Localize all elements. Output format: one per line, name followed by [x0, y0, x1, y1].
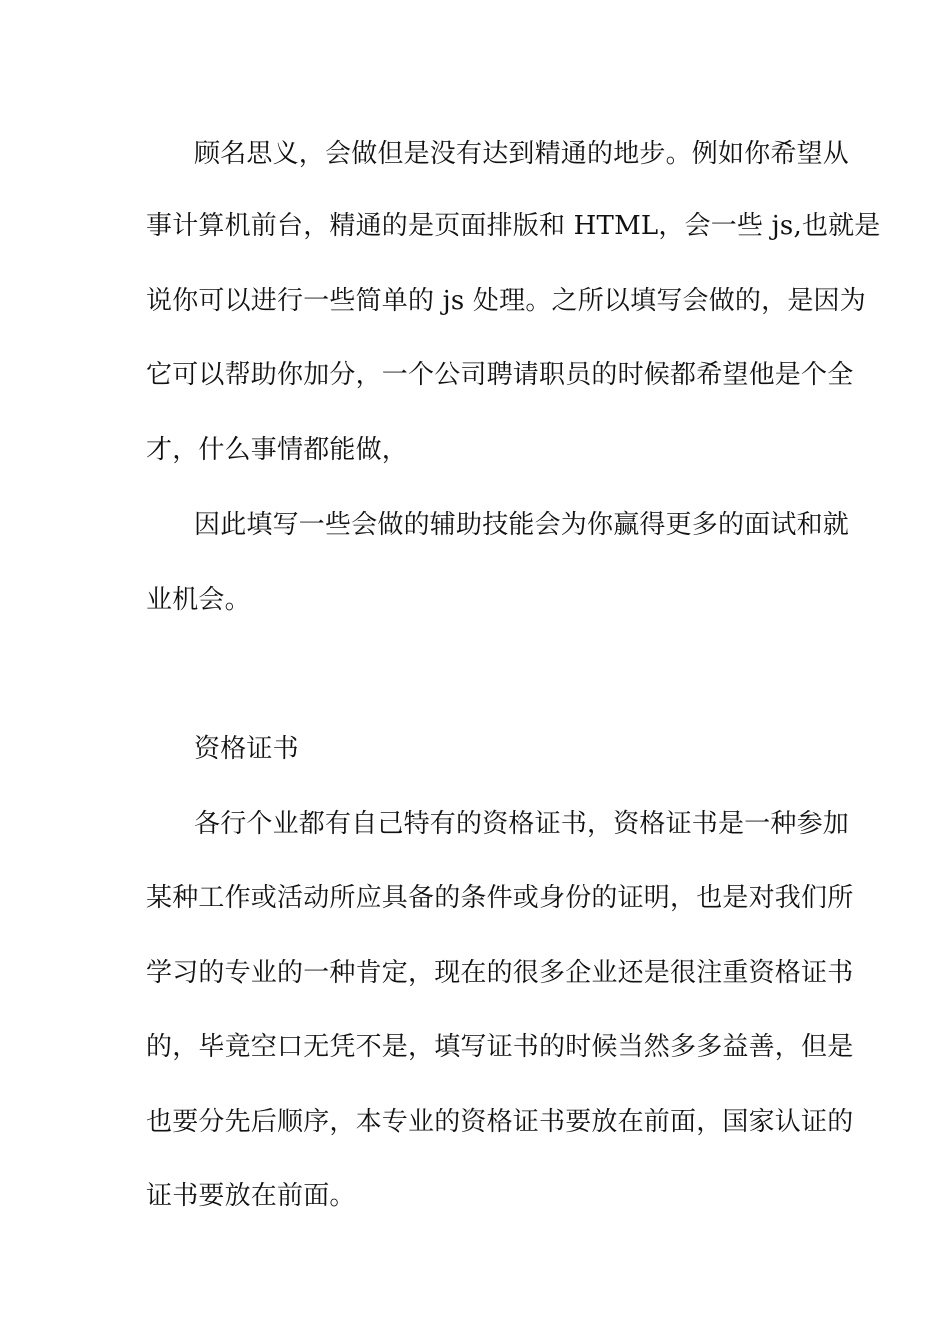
paragraph-1-line-5: 才，什么事情都能做，: [146, 435, 409, 465]
paragraph-3-line-1: 各行个业都有自己特有的资格证书，资格证书是一种参加: [194, 809, 850, 839]
paragraph-2-line-1: 因此填写一些会做的辅助技能会为你赢得更多的面试和就: [194, 510, 850, 540]
paragraph-1-line-3: 说你可以进行一些简单的 js 处理。之所以填写会做的，是因为: [146, 286, 866, 316]
paragraph-3-line-6: 证书要放在前面。: [146, 1181, 356, 1211]
paragraph-3-line-5: 也要分先后顺序，本专业的资格证书要放在前面，国家认证的: [146, 1107, 854, 1137]
paragraph-1-line-2: 事计算机前台，精通的是页面排版和 HTML，会一些 js,也就是: [146, 211, 881, 241]
paragraph-3-line-3: 学习的专业的一种肯定，现在的很多企业还是很注重资格证书: [146, 958, 854, 988]
paragraph-2-line-2: 业机会。: [146, 585, 251, 615]
paragraph-3-line-2: 某种工作或活动所应具备的条件或身份的证明，也是对我们所: [146, 883, 854, 913]
section-heading: 资格证书: [194, 734, 299, 764]
paragraph-3-line-4: 的，毕竟空口无凭不是，填写证书的时候当然多多益善，但是: [146, 1032, 854, 1062]
paragraph-1-line-1: 顾名思义，会做但是没有达到精通的地步。例如你希望从: [194, 139, 850, 169]
paragraph-1-line-4: 它可以帮助你加分，一个公司聘请职员的时候都希望他是个全: [146, 360, 854, 390]
